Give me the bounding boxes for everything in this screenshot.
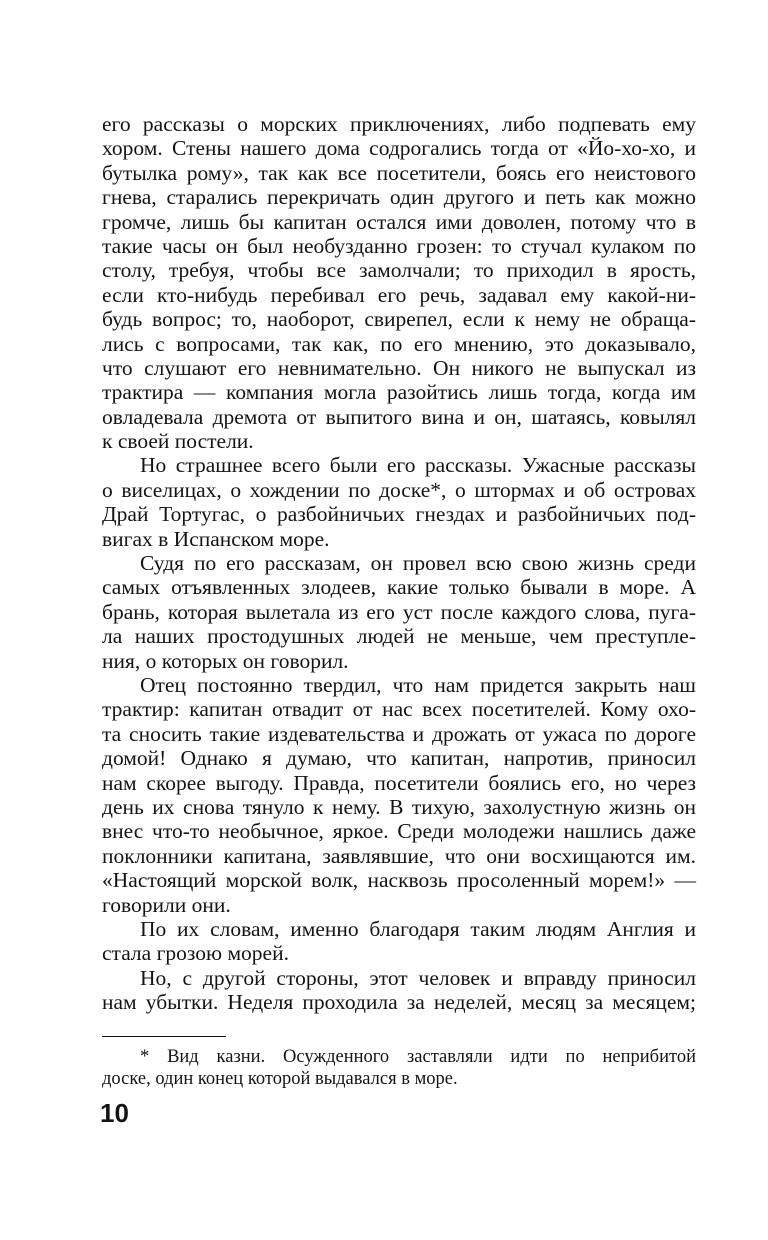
- text-line: будь вопрос; то, наоборот, свирепел, если к нему не обраща-: [102, 307, 696, 332]
- text-line: трактир: капитан отвадит от нас всех посетителей. Кому охо-: [102, 697, 696, 722]
- text-line: ния, о которых он говорил.: [102, 648, 349, 673]
- text-line: брань, которая вылетала из его уст после каждого слова, пуга-: [102, 599, 696, 624]
- text-line: бутылка рому», так как все посетители, боясь его неистового: [102, 160, 696, 185]
- text-line: Но, с другой стороны, этот человек и вправду приносил: [140, 965, 696, 990]
- text-line: лись с вопросами, так как, по его мнению, это доказывало,: [102, 331, 696, 356]
- text-line: Судя по его рассказам, он провел всю свою жизнь среди: [140, 551, 696, 576]
- text-line: хором. Стены нашего дома содрогались тогда от «Йо-хо-хо, и: [102, 136, 696, 161]
- text-line: к своей постели.: [102, 429, 254, 454]
- footnote: [102, 1046, 696, 1090]
- text-line: такие часы он был необузданно грозен: то стучал кулаком по: [102, 233, 696, 258]
- text-line: нам скорее выгоду. Правда, посетители боялись его, но через: [102, 770, 696, 795]
- text-line: Но страшнее всего были его рассказы. Ужасные рассказы: [140, 453, 696, 478]
- text-line: домой! Однако я думаю, что капитан, напротив, приносил: [102, 746, 696, 771]
- text-line: нам убытки. Неделя проходила за неделей, месяц за месяцем;: [102, 990, 696, 1015]
- footnote-separator: [102, 1036, 226, 1037]
- text-line: овладевала дремота от выпитого вина и он, шатаясь, ковылял: [102, 404, 696, 429]
- text-line: что слушают его невнимательно. Он никого не выпускал из: [102, 355, 696, 380]
- page-number: 10: [100, 1098, 129, 1128]
- text-line: «Настоящий морской волк, насквозь просоленный морем!» —: [102, 868, 696, 893]
- text-line: та сносить такие издевательства и дрожать от ужаса по дороге: [102, 721, 696, 746]
- text-line: Отец постоянно твердил, что нам придется закрыть наш: [140, 672, 696, 697]
- text-line: столу, требуя, чтобы все замолчали; то приходил в ярость,: [102, 258, 696, 283]
- footnote-line: * Вид казни. Осужденного заставляли идти по неприбитой: [140, 1047, 696, 1067]
- text-line: внес что-то необычное, яркое. Среди молодежи нашлись даже: [102, 819, 696, 844]
- text-line: ла наших простодушных людей не меньше, чем преступле-: [102, 624, 696, 649]
- text-line: если кто-нибудь перебивал его речь, задавал ему какой-ни-: [102, 282, 696, 307]
- text-line: его рассказы о морских приключениях, либо подпевать ему: [102, 112, 696, 136]
- text-line: громче, лишь бы капитан остался ими доволен, потому что в: [102, 209, 696, 234]
- text-line: день их снова тянуло к нему. В тихую, захолустную жизнь он: [102, 794, 696, 819]
- text-line: стала грозою морей.: [102, 941, 289, 966]
- text-line: самых отъявленных злодеев, какие только бывали в море. А: [102, 575, 696, 600]
- text-line: гнева, старались перекричать один другого и петь как можно: [102, 185, 696, 210]
- text-line: поклонники капитана, заявлявшие, что они восхищаются им.: [102, 843, 696, 868]
- text-line: вигах в Испанском море.: [102, 526, 330, 551]
- page-body: [102, 112, 696, 1014]
- text-line: трактира — компания могла разойтись лишь тогда, когда им: [102, 380, 696, 405]
- text-line: По их словам, именно благодаря таким людям Англия и: [140, 916, 696, 941]
- footnote-line: доске, один конец которой выдавался в море.: [102, 1069, 458, 1089]
- text-line: говорили они.: [102, 892, 231, 917]
- text-line: Драй Тортугас, о разбойничьих гнездах и разбойничьих под-: [102, 502, 696, 527]
- text-line: о виселицах, о хождении по доске*, о штормах и об островах: [102, 477, 696, 502]
